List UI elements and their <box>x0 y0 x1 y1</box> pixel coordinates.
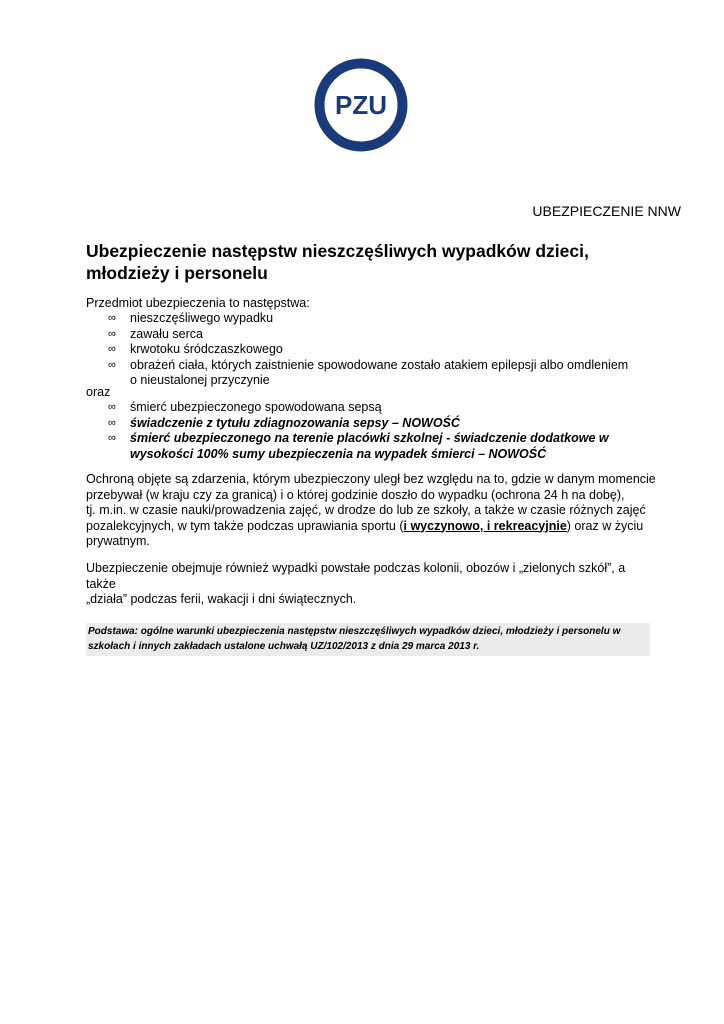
sport-emphasis: i wyczynowo, i rekreacyjnie <box>403 518 567 533</box>
bullet-icon: ∞ <box>108 343 116 355</box>
list-item: ∞ zawału serca <box>108 326 203 341</box>
title-line-2: młodzieży i personelu <box>86 263 268 283</box>
bullet-icon: ∞ <box>108 358 116 371</box>
intro-text: Przedmiot ubezpieczenia to następstwa: <box>86 296 310 310</box>
document-title <box>86 240 646 284</box>
additional-coverage-list <box>108 400 609 462</box>
pzu-logo <box>314 58 408 152</box>
list-item: ∞ śmierć ubezpieczonego na terenie placówki szkolnej - świadczenie dodatkowe w wysokości 100% sumy ubezpieczenia na wypadek śmierci – NOWOŚĆ <box>108 431 609 461</box>
oraz-text: oraz <box>86 385 111 399</box>
bullet-icon: ∞ <box>108 401 116 413</box>
title-line-1: Ubezpieczenie następstw nieszczęśliwych wypadków dzieci, <box>86 241 589 261</box>
protection-paragraph: Ochroną objęte są zdarzenia, którym ubezpieczony uległ bez względu na to, gdzie w danym momencie przebywał (w kraju czy za granicą) i o której godzinie doszło do wypadku (ochrona 24 h na dobę), tj. m.in. w czasie nauki/prowadzenia zajęć, w drodze do lub ze szkoły, a także w czasie różnych zajęć pozalekcyjnych, w tym także podczas uprawiania sportu (i wyczynowo, i rekreacyjnie) oraz w życiu prywatnym. <box>86 472 656 548</box>
bullet-icon: ∞ <box>108 312 116 324</box>
list-item: ∞ obrażeń ciała, których zaistnienie spowodowane zostało atakiem epilepsji albo omdleniem o nieustalonej przyczynie <box>108 357 629 387</box>
list-item: ∞ nieszczęśliwego wypadku <box>108 311 274 325</box>
list-item: ∞ śmierć ubezpieczonego spowodowana sepsą <box>108 400 382 414</box>
logo-text: PZU <box>335 90 387 120</box>
bullet-icon: ∞ <box>108 327 116 340</box>
bullet-icon: ∞ <box>108 416 116 429</box>
scope-paragraph: Ubezpieczenie obejmuje również wypadki powstałe podczas kolonii, obozów i „zielonych szkół”, a także „działa” podczas ferii, wakacji i dni świątecznych. <box>86 561 626 606</box>
list-item: ∞ świadczenie z tytułu zdiagnozowania sepsy – NOWOŚĆ <box>108 415 460 430</box>
list-item: ∞ krwotoku śródczaszkowego <box>108 342 283 356</box>
product-label: UBEZPIECZENIE NNW <box>532 203 681 219</box>
coverage-list <box>108 311 628 389</box>
bullet-icon: ∞ <box>108 432 116 444</box>
basis-note: Podstawa: ogólne warunki ubezpieczenia następstw nieszczęśliwych wypadków dzieci, młodzieży i personelu w szkołach i innych zakładach ustalone uchwałą UZ/102/2013 z dnia 29 marca 2013 r. <box>86 623 650 656</box>
